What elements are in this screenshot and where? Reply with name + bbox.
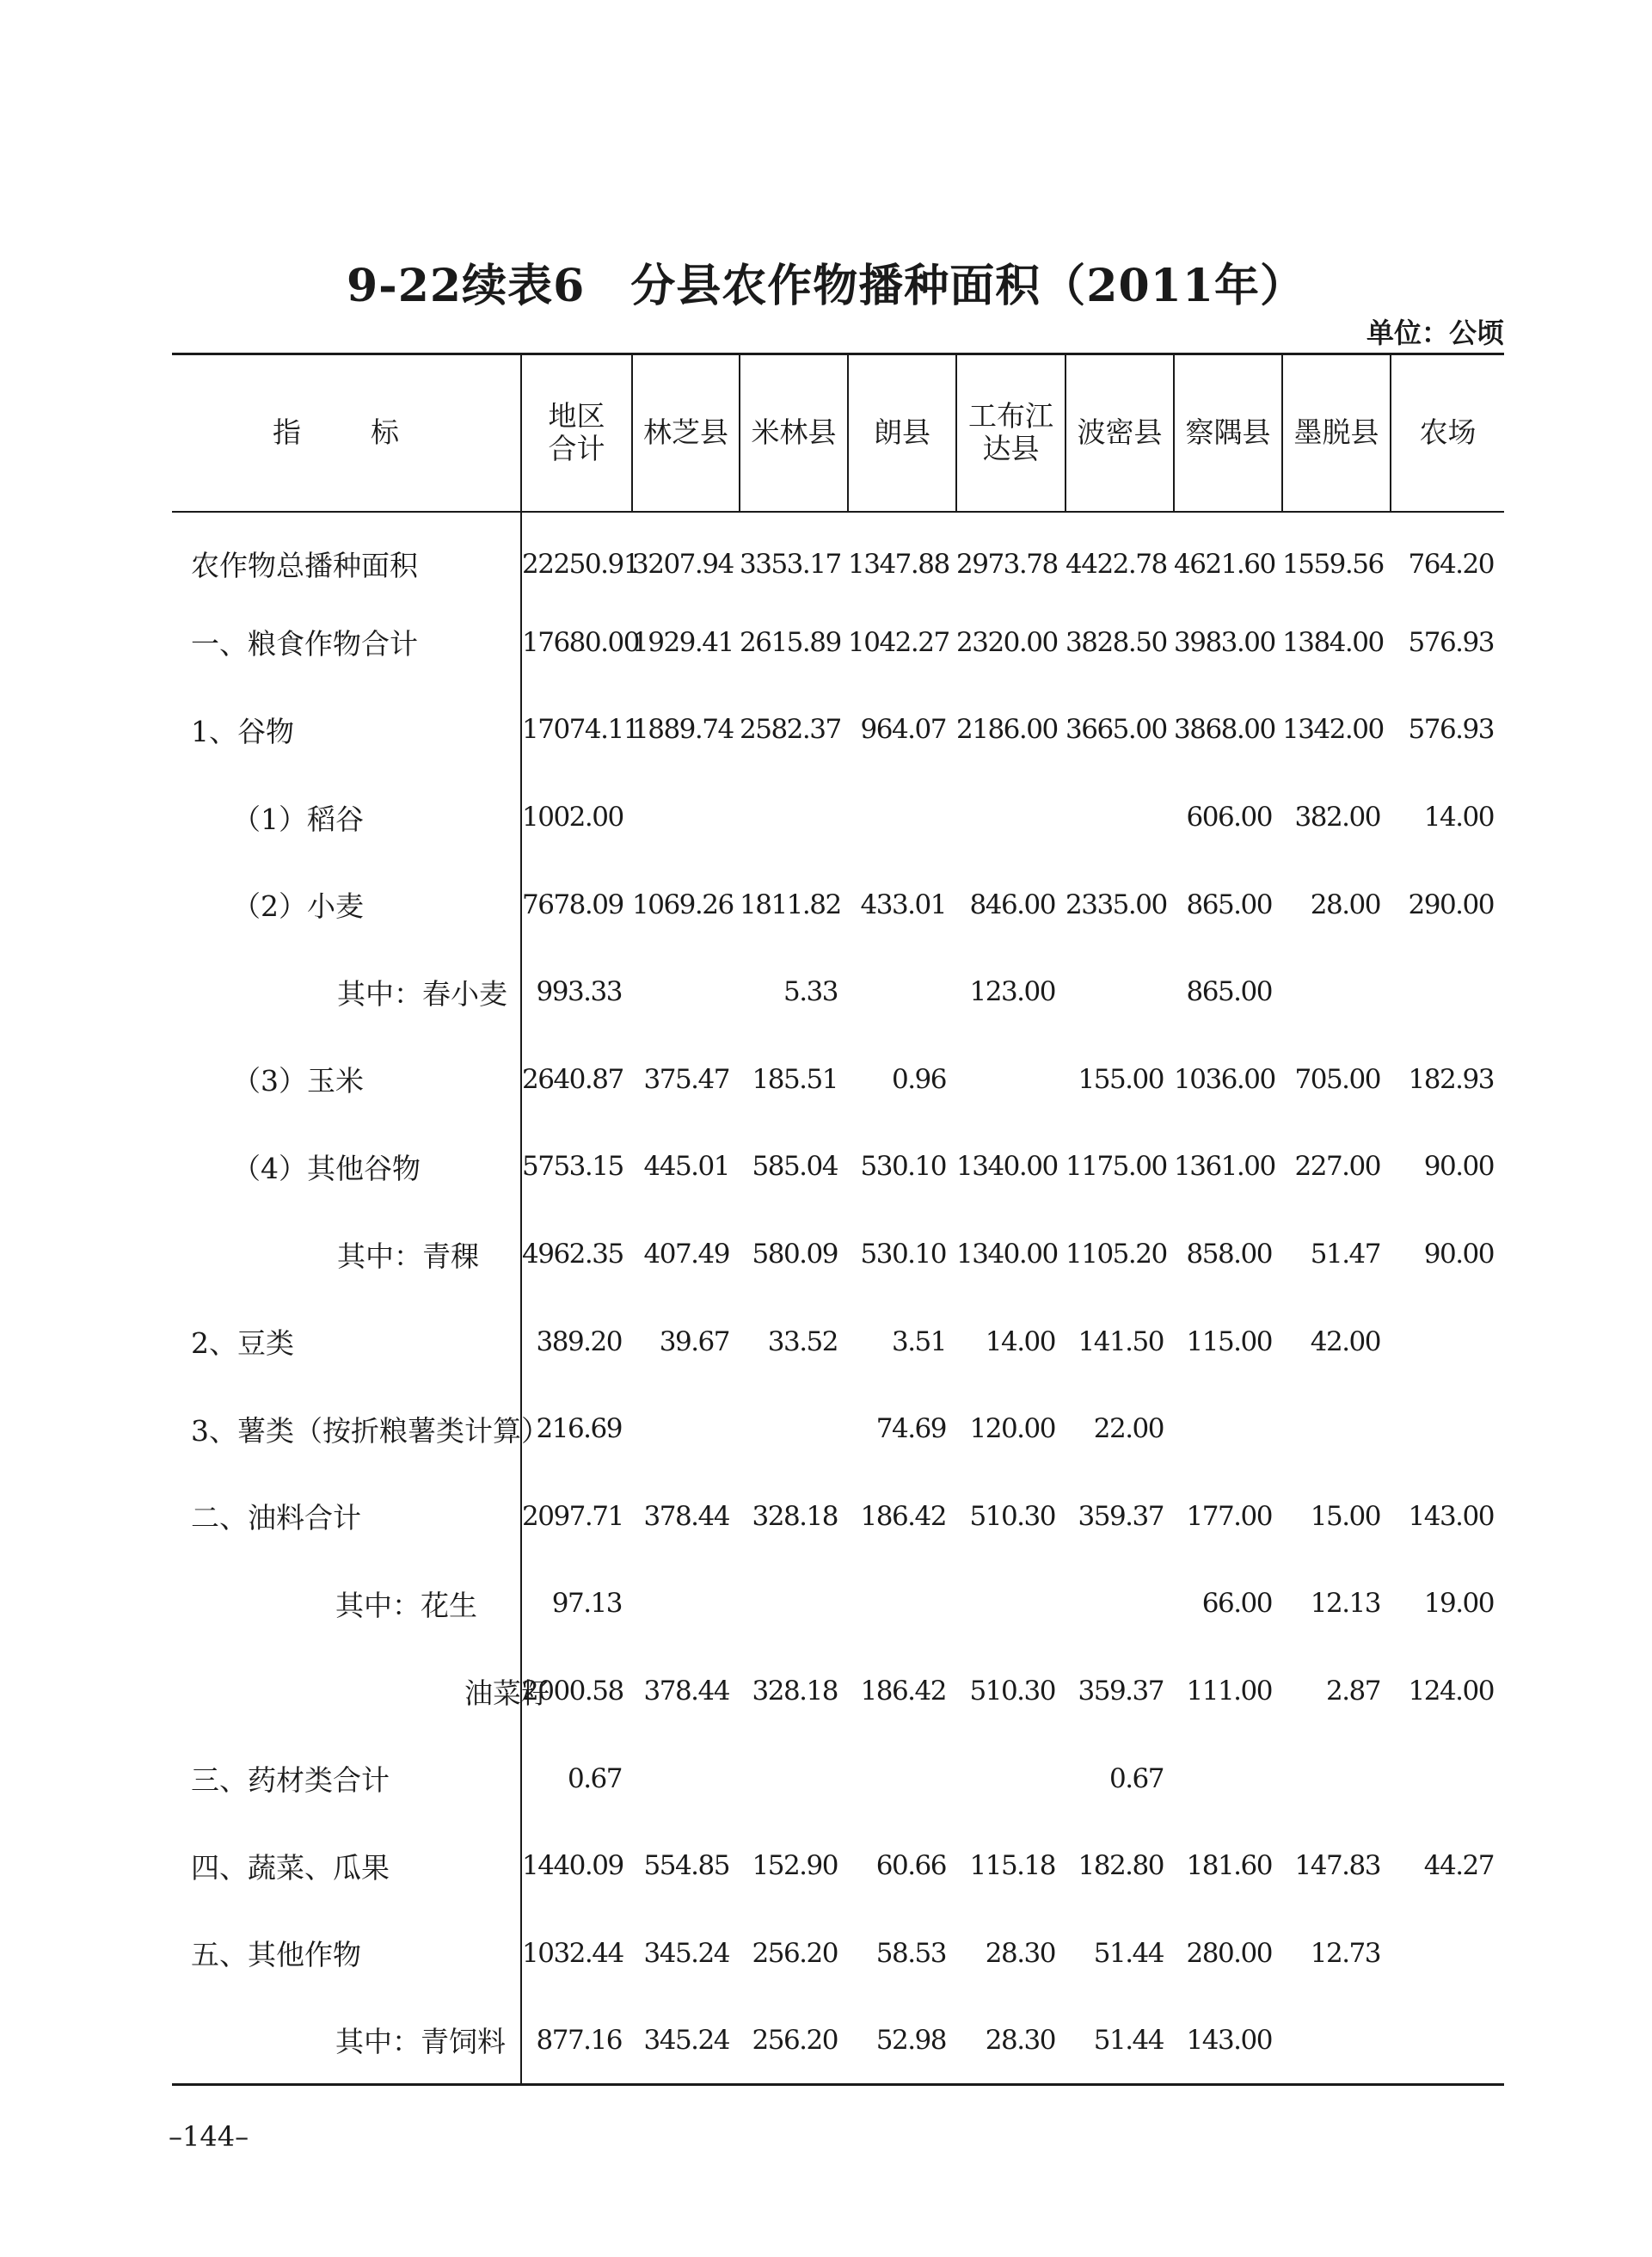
table-cell: 186.42 [860, 1500, 946, 1532]
table-cell: 375.47 [643, 1063, 729, 1095]
header-row [172, 354, 1504, 512]
table-cell: 3665.00 [1066, 714, 1167, 746]
table-cell: 510.30 [969, 1500, 1055, 1532]
table-cell: 123.00 [969, 976, 1055, 1008]
table-cell: 1342.00 [1282, 714, 1384, 746]
table-cell: 1361.00 [1174, 1151, 1275, 1183]
row-label: 三、药材类合计 [172, 1735, 521, 1823]
table-cell: 182.93 [1408, 1063, 1494, 1095]
table-cell: 1340.00 [956, 1239, 1058, 1270]
row-label: 四、蔬菜、瓜果 [172, 1822, 521, 1910]
table-cell: 328.18 [752, 1676, 838, 1707]
table-cell: 3868.00 [1174, 714, 1275, 746]
table-cell [848, 1560, 956, 1648]
table-cell [740, 1735, 848, 1823]
table-row [172, 1560, 1504, 1648]
table-cell [1391, 1385, 1504, 1473]
table-cell [956, 1560, 1066, 1648]
table-cell: 2186.00 [956, 714, 1058, 746]
table-cell [1391, 1735, 1504, 1823]
table-cell: 3828.50 [1066, 626, 1167, 658]
table-cell: 120.00 [969, 1413, 1055, 1445]
table-cell [632, 948, 740, 1036]
header-line: 达县 [982, 432, 1040, 466]
table-cell: 1036.00 [1174, 1063, 1275, 1095]
table-cell [1391, 1298, 1504, 1386]
table-cell: 1032.44 [522, 1937, 623, 1969]
table-cell: 2000.58 [522, 1676, 623, 1707]
table-cell: 382.00 [1294, 802, 1380, 833]
table-cell: 256.20 [752, 2024, 838, 2056]
table-row [172, 861, 1504, 949]
row-label: （3）玉米 [172, 1036, 521, 1123]
table-cell: 51.47 [1310, 1239, 1380, 1270]
table-cell: 1042.27 [848, 626, 949, 658]
table-cell [1066, 773, 1174, 861]
table-cell: 433.01 [860, 889, 946, 920]
table-cell: 22.00 [1093, 1413, 1164, 1445]
table-cell: 19.00 [1423, 1588, 1494, 1620]
row-label: 1、谷物 [172, 686, 521, 774]
table-cell: 585.04 [752, 1151, 838, 1183]
table-cell: 186.42 [860, 1676, 946, 1707]
table-cell: 407.49 [643, 1239, 729, 1270]
table-cell [632, 1560, 740, 1648]
row-label: 其中：青稞 [172, 1210, 521, 1298]
table-cell: 7678.09 [522, 889, 623, 920]
table-cell: 1340.00 [956, 1151, 1058, 1183]
table-row [172, 1298, 1504, 1386]
table-cell [1282, 1385, 1391, 1473]
table-cell: 44.27 [1423, 1850, 1494, 1882]
table-cell: 606.00 [1186, 802, 1272, 833]
table-cell: 51.44 [1093, 1937, 1164, 1969]
table-cell: 74.69 [875, 1413, 946, 1445]
table-cell: 17680.00 [522, 626, 639, 658]
table-cell: 97.13 [551, 1588, 622, 1620]
row-label: 其中：青饲料 [172, 1997, 521, 2085]
table-row [172, 948, 1504, 1036]
table-cell [740, 1385, 848, 1473]
col-header-motuo: 墨脱县 [1282, 354, 1391, 512]
table-cell: 52.98 [875, 2024, 946, 2056]
table-cell: 111.00 [1186, 1676, 1272, 1707]
table-cell: 182.80 [1078, 1850, 1164, 1882]
page-title: 9-22续表6 分县农作物播种面积（2011年） [346, 260, 1306, 312]
table-row [172, 1647, 1504, 1735]
table-cell: 328.18 [752, 1500, 838, 1532]
row-label: 一、粮食作物合计 [172, 599, 521, 686]
table-cell: 554.85 [643, 1850, 729, 1882]
row-label: 二、油料合计 [172, 1473, 521, 1560]
table-row [172, 773, 1504, 861]
table-cell [740, 773, 848, 861]
table-cell: 1889.74 [632, 714, 734, 746]
table-row [172, 1735, 1504, 1823]
page-number: –144– [169, 2120, 249, 2153]
col-header-linzhi: 林芝县 [632, 354, 740, 512]
header-line: 合计 [548, 432, 605, 466]
table-cell: 33.52 [767, 1325, 838, 1357]
table-cell: 1440.09 [522, 1850, 623, 1882]
table-cell: 345.24 [643, 2024, 729, 2056]
table-cell [1066, 948, 1174, 1036]
table-cell [632, 773, 740, 861]
table-cell: 227.00 [1294, 1151, 1380, 1183]
table-cell: 993.33 [536, 976, 622, 1008]
table-cell: 181.60 [1186, 1850, 1272, 1882]
table-row [172, 1385, 1504, 1473]
table-cell: 22250.91 [522, 548, 639, 580]
table-cell: 877.16 [536, 2024, 622, 2056]
table-cell: 1811.82 [740, 889, 841, 920]
table-cell: 1384.00 [1282, 626, 1384, 658]
table-cell: 51.44 [1093, 2024, 1164, 2056]
table-row [172, 1036, 1504, 1123]
row-label: 油菜籽 [172, 1647, 521, 1735]
table-cell [1174, 1735, 1282, 1823]
table-cell: 1175.00 [1066, 1151, 1167, 1183]
table-cell: 2335.00 [1066, 889, 1167, 920]
table-cell [1391, 1910, 1504, 1997]
table-cell [1174, 1385, 1282, 1473]
col-header-bomi: 波密县 [1066, 354, 1174, 512]
table-cell: 359.37 [1078, 1500, 1164, 1532]
table-cell: 17074.11 [522, 714, 639, 746]
table-cell: 580.09 [752, 1239, 838, 1270]
table-row [172, 599, 1504, 686]
table-cell: 39.67 [659, 1325, 729, 1357]
table-cell: 3.51 [891, 1325, 946, 1357]
table-cell [848, 948, 956, 1036]
header-line: 地区 [548, 399, 605, 434]
table-cell: 12.73 [1310, 1937, 1380, 1969]
table-cell: 705.00 [1294, 1063, 1380, 1095]
table-cell: 143.00 [1408, 1500, 1494, 1532]
row-label: （1）稻谷 [172, 773, 521, 861]
table-cell: 378.44 [643, 1676, 729, 1707]
table-cell: 359.37 [1078, 1676, 1164, 1707]
table-cell: 2615.89 [740, 626, 841, 658]
table-cell: 58.53 [875, 1937, 946, 1969]
table-cell: 1002.00 [522, 802, 623, 833]
row-label: 五、其他作物 [172, 1910, 521, 1997]
table-cell: 66.00 [1201, 1588, 1272, 1620]
row-label: 其中：春小麦 [172, 948, 521, 1036]
table-cell: 141.50 [1078, 1325, 1164, 1357]
table-cell [1282, 1735, 1391, 1823]
table-cell: 256.20 [752, 1937, 838, 1969]
table-cell: 2640.87 [522, 1063, 623, 1095]
table-cell: 90.00 [1423, 1151, 1494, 1183]
table-cell: 530.10 [860, 1151, 946, 1183]
table-cell: 290.00 [1408, 889, 1494, 920]
table-cell: 576.93 [1408, 626, 1494, 658]
table-cell: 389.20 [536, 1325, 622, 1357]
table-row [172, 1473, 1504, 1560]
table-cell [1066, 1560, 1174, 1648]
table-cell: 1929.41 [632, 626, 734, 658]
table-cell: 2973.78 [956, 548, 1058, 580]
table-cell: 4962.35 [522, 1239, 623, 1270]
table-cell: 2320.00 [956, 626, 1058, 658]
row-label: 其中：花生 [172, 1560, 521, 1648]
table-cell: 510.30 [969, 1676, 1055, 1707]
table-cell [1391, 948, 1504, 1036]
col-header-indicator: 指 标 [172, 354, 521, 512]
table-cell: 5.33 [783, 976, 838, 1008]
table-cell: 1105.20 [1066, 1239, 1167, 1270]
table-row [172, 1822, 1504, 1910]
table-cell: 216.69 [536, 1413, 622, 1445]
table-cell [848, 773, 956, 861]
table-cell [1282, 1997, 1391, 2085]
table-row [172, 512, 1504, 600]
table-cell: 378.44 [643, 1500, 729, 1532]
table-cell: 345.24 [643, 1937, 729, 1969]
col-header-lang: 朗县 [848, 354, 956, 512]
table-cell: 155.00 [1078, 1063, 1164, 1095]
table-cell [632, 1385, 740, 1473]
table-cell [632, 1735, 740, 1823]
table-cell: 2582.37 [740, 714, 841, 746]
data-table [172, 353, 1504, 2086]
table-cell: 12.13 [1310, 1588, 1380, 1620]
table-cell: 280.00 [1186, 1937, 1272, 1969]
table-cell: 964.07 [860, 714, 946, 746]
table-cell: 14.00 [985, 1325, 1055, 1357]
table-row [172, 1123, 1504, 1211]
table-cell [848, 1735, 956, 1823]
table-cell: 1347.88 [848, 548, 949, 580]
table-cell: 4621.60 [1174, 548, 1275, 580]
col-header-chayu: 察隅县 [1174, 354, 1282, 512]
table-cell [956, 1036, 1066, 1123]
table-cell: 4422.78 [1066, 548, 1167, 580]
table-cell: 0.67 [567, 1762, 622, 1794]
table-cell [1282, 948, 1391, 1036]
table-cell: 60.66 [875, 1850, 946, 1882]
table-cell: 2.87 [1325, 1676, 1380, 1707]
row-label: 2、豆类 [172, 1298, 521, 1386]
table-cell: 764.20 [1408, 548, 1494, 580]
table-cell: 90.00 [1423, 1239, 1494, 1270]
table-cell: 3207.94 [632, 548, 734, 580]
row-label: 农作物总播种面积 [172, 512, 521, 600]
table-cell [740, 1560, 848, 1648]
table-cell: 0.67 [1108, 1762, 1164, 1794]
table-cell: 865.00 [1186, 889, 1272, 920]
row-label: （4）其他谷物 [172, 1123, 521, 1211]
table-cell [956, 773, 1066, 861]
table-cell: 865.00 [1186, 976, 1272, 1008]
table-cell: 124.00 [1408, 1676, 1494, 1707]
table-row [172, 1910, 1504, 1997]
table-cell: 3353.17 [740, 548, 841, 580]
table-cell: 28.30 [985, 1937, 1055, 1969]
table-cell: 15.00 [1310, 1500, 1380, 1532]
col-header-milin: 米林县 [740, 354, 848, 512]
table-cell: 115.00 [1186, 1325, 1272, 1357]
table-cell: 3983.00 [1174, 626, 1275, 658]
table-cell: 152.90 [752, 1850, 838, 1882]
table-cell: 445.01 [643, 1151, 729, 1183]
table-cell: 2097.71 [522, 1500, 623, 1532]
col-header-total [521, 354, 632, 512]
table-cell: 14.00 [1423, 802, 1494, 833]
table-cell: 846.00 [969, 889, 1055, 920]
table-cell: 1069.26 [632, 889, 734, 920]
row-label: （2）小麦 [172, 861, 521, 949]
unit-label: 单位：公顷 [1366, 317, 1504, 349]
table-cell: 28.00 [1310, 889, 1380, 920]
table-cell: 576.93 [1408, 714, 1494, 746]
table-cell: 115.18 [969, 1850, 1055, 1882]
table-cell: 28.30 [985, 2024, 1055, 2056]
header-line: 工布江 [968, 399, 1053, 434]
table-cell: 143.00 [1186, 2024, 1272, 2056]
table-cell: 185.51 [752, 1063, 838, 1095]
table-cell: 858.00 [1186, 1239, 1272, 1270]
table-cell [956, 1735, 1066, 1823]
table-cell: 1559.56 [1282, 548, 1384, 580]
table-cell: 0.96 [891, 1063, 946, 1095]
table-cell: 147.83 [1294, 1850, 1380, 1882]
table-cell: 42.00 [1310, 1325, 1380, 1357]
row-label: 3、薯类（按折粮薯类计算） [172, 1385, 521, 1473]
table-row [172, 686, 1504, 774]
table-row [172, 1997, 1504, 2085]
table-cell: 5753.15 [522, 1151, 623, 1183]
table-row [172, 1210, 1504, 1298]
table-cell [1391, 1997, 1504, 2085]
col-header-farm: 农场 [1391, 354, 1504, 512]
table-cell: 177.00 [1186, 1500, 1272, 1532]
table-cell: 530.10 [860, 1239, 946, 1270]
col-header-gongbujiangda [956, 354, 1066, 512]
